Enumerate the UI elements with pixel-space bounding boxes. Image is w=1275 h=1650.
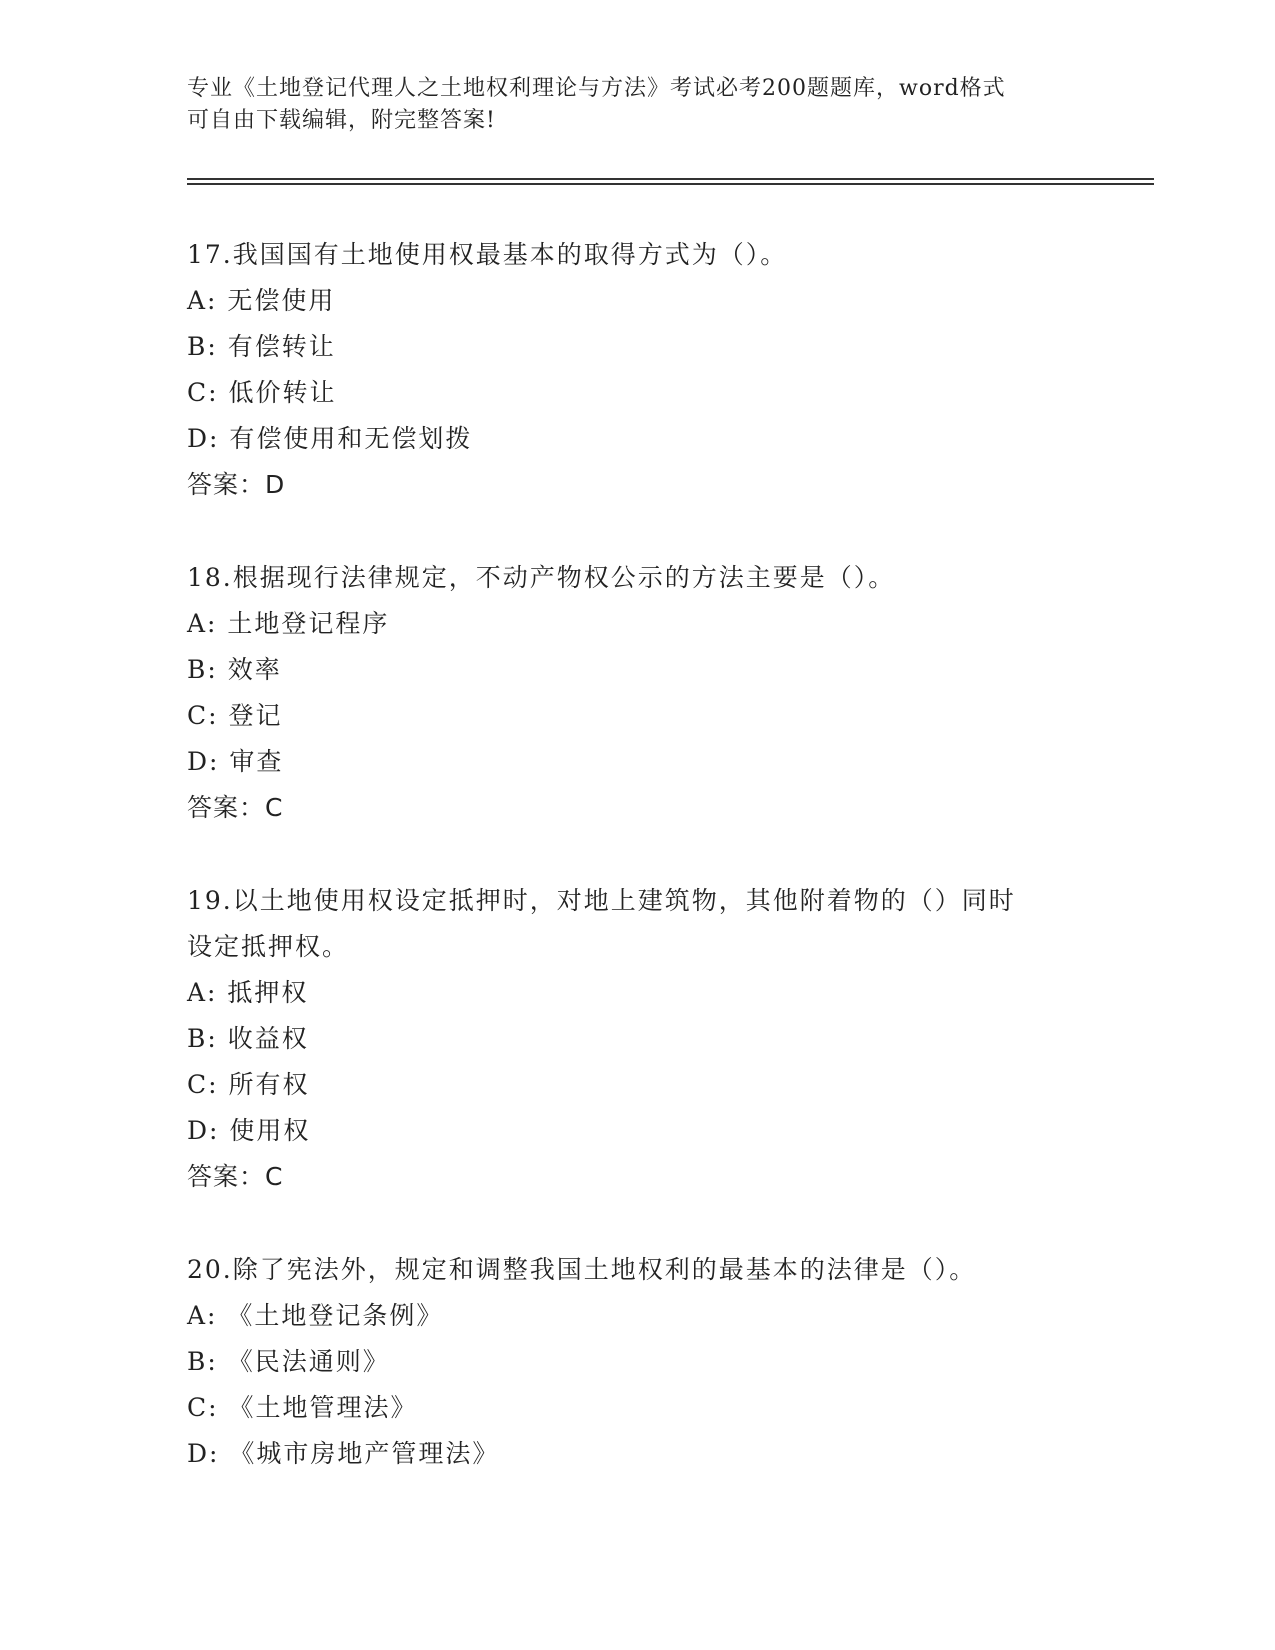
option-b: B: 《民法通则》: [187, 1347, 390, 1376]
question-20: [187, 1247, 1087, 1477]
answer-label: 答案：C: [187, 1162, 284, 1191]
question-stem-line-1: 19.以土地使用权设定抵押时，对地上建筑物，其他附着物的（）同时: [187, 886, 1016, 915]
option-d: D: 《城市房地产管理法》: [187, 1439, 500, 1468]
option-b: B: 收益权: [187, 1024, 309, 1053]
option-c: C: 登记: [187, 701, 283, 730]
option-c: C: 低价转让: [187, 378, 337, 407]
option-a: A: 《土地登记条例》: [187, 1301, 444, 1330]
question-stem: 20.除了宪法外，规定和调整我国土地权利的最基本的法律是（）。: [187, 1255, 977, 1284]
header-divider-top: [187, 178, 1154, 180]
question-stem: 18.根据现行法律规定，不动产物权公示的方法主要是（）。: [187, 563, 896, 592]
option-d: D: 审查: [187, 747, 284, 776]
question-19: [187, 878, 1087, 1200]
answer-label: 答案：D: [187, 470, 286, 499]
option-b: B: 效率: [187, 655, 282, 684]
option-b: B: 有偿转让: [187, 332, 336, 361]
option-a: A: 土地登记程序: [187, 609, 390, 638]
header-line-1: 专业《土地登记代理人之土地权利理论与方法》考试必考200题题库，word格式: [187, 76, 1006, 101]
question-17: [187, 232, 1087, 508]
option-a: A: 无偿使用: [187, 286, 336, 315]
option-d: D: 使用权: [187, 1116, 311, 1145]
question-stem: 17.我国国有土地使用权最基本的取得方式为（）。: [187, 240, 788, 269]
question-18: [187, 555, 1087, 831]
option-a: A: 抵押权: [187, 978, 309, 1007]
header-divider-bottom: [187, 183, 1154, 185]
option-c: C: 所有权: [187, 1070, 310, 1099]
answer-label: 答案：C: [187, 793, 284, 822]
option-d: D: 有偿使用和无偿划拨: [187, 424, 473, 453]
option-c: C: 《土地管理法》: [187, 1393, 418, 1422]
header-line-2: 可自由下载编辑，附完整答案!: [187, 108, 496, 133]
question-stem-line-2: 设定抵押权。: [187, 932, 350, 961]
document-header: [187, 73, 1087, 137]
